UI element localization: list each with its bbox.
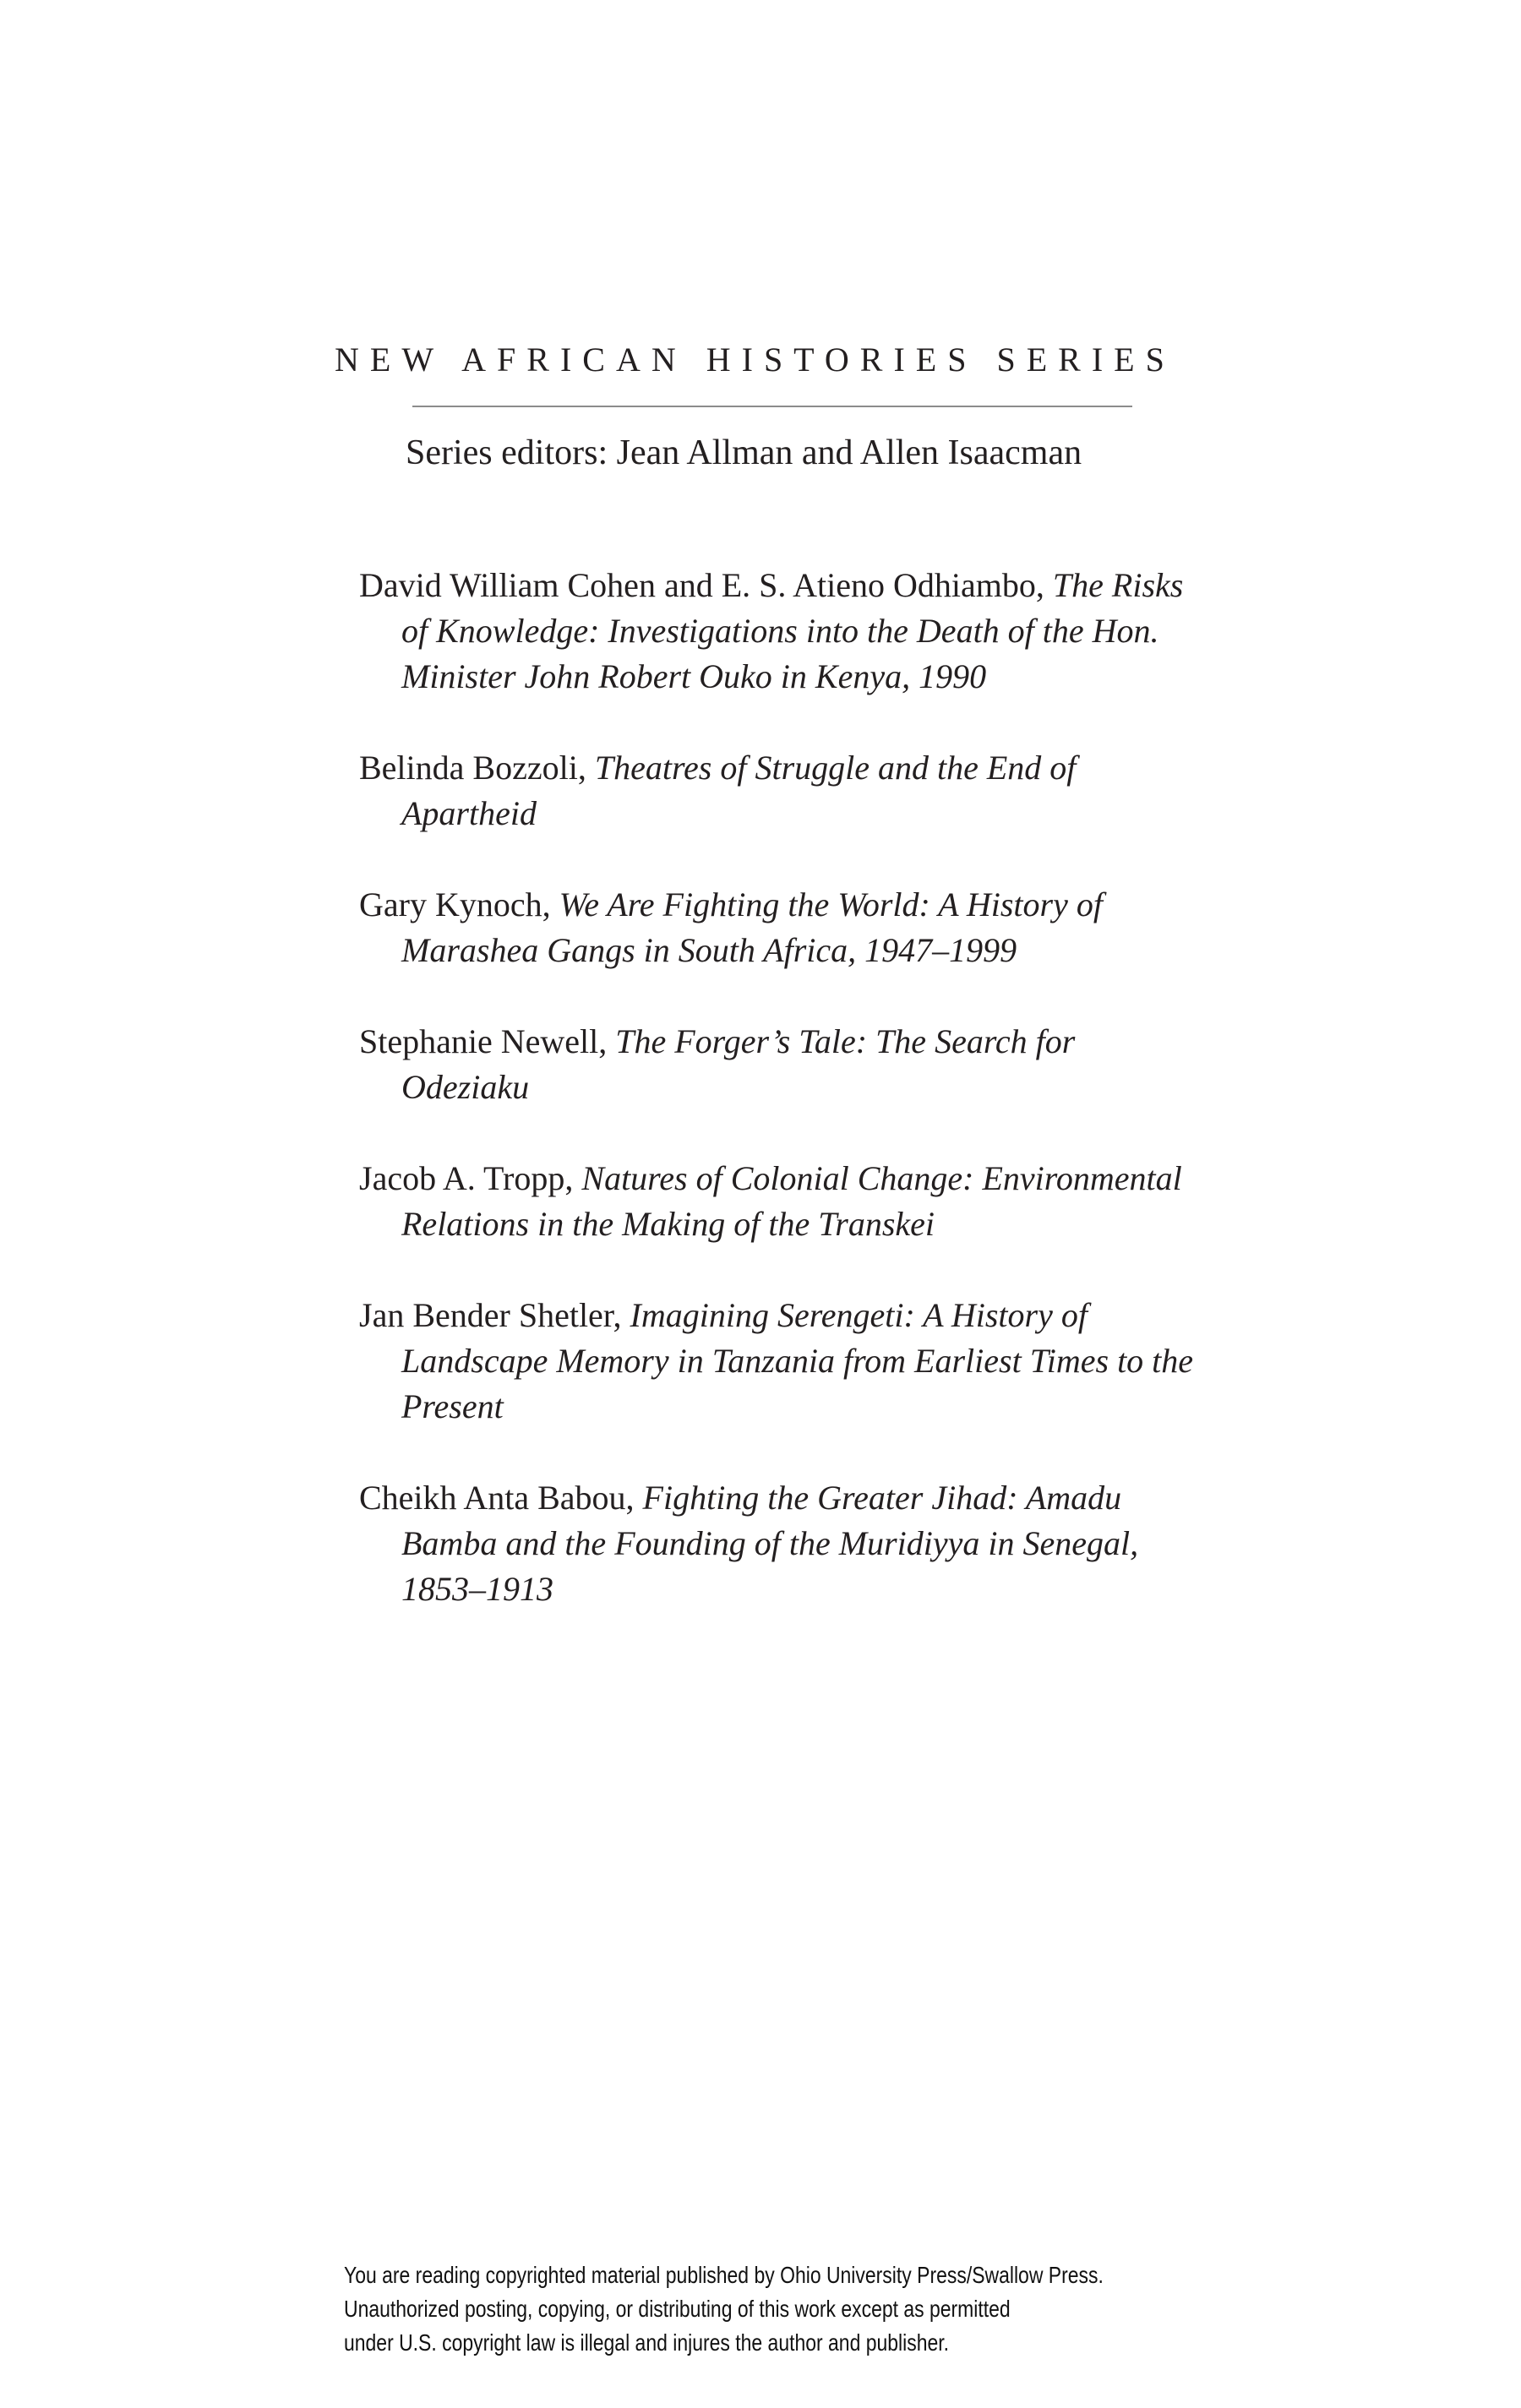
book-entry bbox=[359, 1293, 1204, 1430]
book-author: Stephanie Newell, bbox=[359, 1022, 616, 1060]
copyright-notice bbox=[344, 2258, 1106, 2360]
book-title: Imagining Serengeti: A History of Landscape Memory in Tanzania from Earliest Times to the Present bbox=[401, 1296, 1194, 1425]
book-title: The Forger’s Tale: The Search for Odeziaku bbox=[401, 1022, 1076, 1106]
book-title: Natures of Colonial Change: Environmental Relations in the Making of the Transkei bbox=[401, 1159, 1182, 1243]
series-title: NEW AFRICAN HISTORIES SERIES bbox=[335, 340, 1175, 379]
book-author: Gary Kynoch, bbox=[359, 885, 559, 923]
title-divider bbox=[412, 406, 1132, 407]
book-author: Cheikh Anta Babou, bbox=[359, 1479, 643, 1517]
book-author: David William Cohen and E. S. Atieno Odhiambo, bbox=[359, 566, 1053, 604]
book-title: We Are Fighting the World: A History of Marashea Gangs in South Africa, 1947–1999 bbox=[401, 885, 1103, 969]
copyright-line: under U.S. copyright law is illegal and injures the author and publisher. bbox=[344, 2329, 950, 2356]
book-author: Jacob A. Tropp, bbox=[359, 1159, 582, 1197]
series-editors: Series editors: Jean Allman and Allen Isaacman bbox=[406, 433, 1082, 472]
book-entry bbox=[359, 1156, 1204, 1247]
book-author: Jan Bender Shetler, bbox=[359, 1296, 630, 1334]
book-author: Belinda Bozzoli, bbox=[359, 749, 595, 787]
book-title: The Risks of Knowledge: Investigations into the Death of the Hon. Minister John Robert Ouko in Kenya, 1990 bbox=[401, 566, 1184, 695]
book-title: Theatres of Struggle and the End of Apartheid bbox=[401, 749, 1077, 832]
copyright-line: You are reading copyrighted material published by Ohio University Press/Swallow Press. bbox=[344, 2262, 1104, 2288]
book-entry bbox=[359, 882, 1204, 973]
copyright-line: Unauthorized posting, copying, or distributing of this work except as permitted bbox=[344, 2296, 1011, 2322]
book-entry bbox=[359, 745, 1204, 836]
book-title: Fighting the Greater Jihad: Amadu Bamba and the Founding of the Muridiyya in Senegal, 1853–1913 bbox=[401, 1479, 1139, 1608]
book-list bbox=[359, 563, 1204, 1658]
book-entry bbox=[359, 1475, 1204, 1612]
book-entry bbox=[359, 1019, 1204, 1110]
book-entry bbox=[359, 563, 1204, 700]
